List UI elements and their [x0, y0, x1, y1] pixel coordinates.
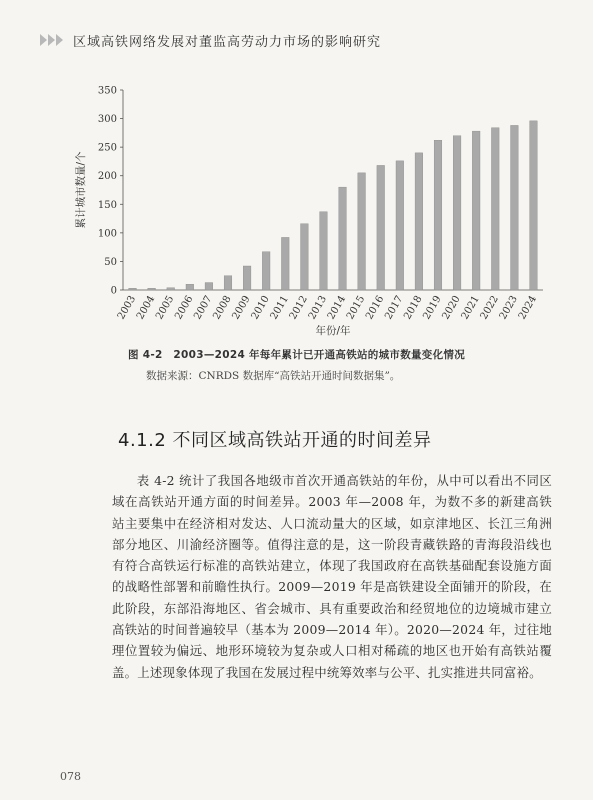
- x-tick-label: 2010: [249, 294, 272, 322]
- y-tick-label: 200: [97, 171, 117, 183]
- x-tick-label: 2022: [478, 294, 501, 322]
- y-tick-label: 100: [97, 228, 117, 240]
- bar-2011: [281, 237, 289, 290]
- x-tick-label: 2024: [516, 294, 540, 322]
- x-tick-label: 2015: [344, 294, 368, 322]
- bar-2009: [243, 266, 251, 290]
- bar-2003: [129, 288, 137, 290]
- x-tick-label: 2012: [287, 294, 310, 322]
- y-tick-label: 250: [97, 142, 117, 154]
- x-tick-label: 2014: [325, 294, 349, 322]
- y-tick-label: 50: [104, 256, 117, 268]
- x-tick-label: 2007: [192, 294, 215, 322]
- x-tick-label: 2019: [421, 294, 444, 322]
- bar-2008: [224, 276, 232, 290]
- bar-2021: [472, 131, 480, 290]
- x-axis-title: 年份/年: [315, 325, 351, 337]
- y-axis-title: 累计城市数量/个: [75, 151, 87, 229]
- x-tick-label: 2003: [115, 294, 139, 322]
- bar-chart: [70, 78, 560, 340]
- x-tick-label: 2009: [230, 294, 253, 322]
- x-tick-label: 2021: [459, 294, 482, 322]
- bar-2005: [167, 288, 175, 290]
- bar-2018: [415, 153, 423, 290]
- running-header: [40, 30, 560, 50]
- bar-2019: [434, 140, 442, 290]
- bar-2012: [301, 224, 309, 290]
- bar-2017: [396, 161, 404, 290]
- page-number: 078: [60, 770, 81, 783]
- chart-svg: [70, 78, 560, 340]
- bar-2016: [377, 165, 385, 290]
- body-text: [112, 470, 552, 683]
- x-tick-label: 2011: [268, 294, 291, 322]
- x-tick-label: 2018: [402, 294, 425, 322]
- x-tick-label: 2006: [173, 294, 196, 322]
- bar-2007: [205, 283, 213, 290]
- x-tick-label: 2023: [497, 294, 520, 322]
- x-tick-label: 2005: [154, 294, 177, 322]
- bar-2015: [358, 173, 366, 290]
- x-tick-label: 2020: [440, 294, 463, 322]
- header-arrows-icon: [40, 34, 63, 46]
- y-tick-label: 350: [97, 85, 117, 97]
- figure-source: 数据来源：CNRDS 数据库“高铁站开通时间数据集”。: [146, 370, 401, 382]
- bar-2020: [453, 136, 461, 290]
- y-tick-label: 300: [97, 114, 117, 126]
- y-tick-label: 0: [110, 285, 117, 297]
- bar-2013: [320, 212, 328, 290]
- x-tick-label: 2013: [306, 294, 330, 322]
- bar-2014: [339, 187, 347, 290]
- y-tick-label: 150: [97, 199, 117, 211]
- bar-2004: [148, 288, 156, 290]
- bar-2010: [262, 252, 270, 290]
- bar-2024: [530, 121, 538, 290]
- body-paragraph: 表 4-2 统计了我国各地级市首次开通高铁站的年份，从中可以看出不同区域在高铁站开通方面的时间差异。2003 年—2008 年，为数不多的新建高铁站主要集中在经济相对发达、人口流动量大的区域，如京津地区、长江三角洲部分地区、川渝经济圈等。值得注意的是，这一阶段青藏铁路的青海段沿线也有符合高铁运行标准的高铁站建立，体现了我国政府在高铁基础配套设施方面的战略性部署和前瞻性执行。2009—2019 年是高铁建设全面铺开的阶段，在此阶段，东部沿海地区、省会城市、具有重要政治和经贸地位的边境城市建立高铁站的时间普遍较早（基本为 2009—2014 年）。2020—2024 年，过往地理位置较为偏远、地形环境较为复杂或人口相对稀疏的地区也开始有高铁站覆盖。上述现象体现了我国在发展过程中统筹效率与公平、扎实推进共同富裕。: [112, 473, 552, 680]
- bar-2023: [511, 125, 519, 290]
- bar-2006: [186, 284, 194, 290]
- x-tick-label: 2016: [364, 294, 387, 322]
- x-tick-label: 2004: [134, 294, 158, 322]
- header-title: 区域高铁网络发展对董监高劳动力市场的影响研究: [73, 34, 382, 50]
- x-tick-label: 2008: [211, 294, 234, 322]
- x-tick-label: 2017: [383, 294, 406, 322]
- figure-caption: 图 4-2 2003—2024 年每年累计已开通高铁站的城市数量变化情况: [127, 349, 466, 361]
- bar-2022: [491, 128, 499, 290]
- section-title: 4.1.2 不同区域高铁站开通的时间差异: [118, 430, 432, 451]
